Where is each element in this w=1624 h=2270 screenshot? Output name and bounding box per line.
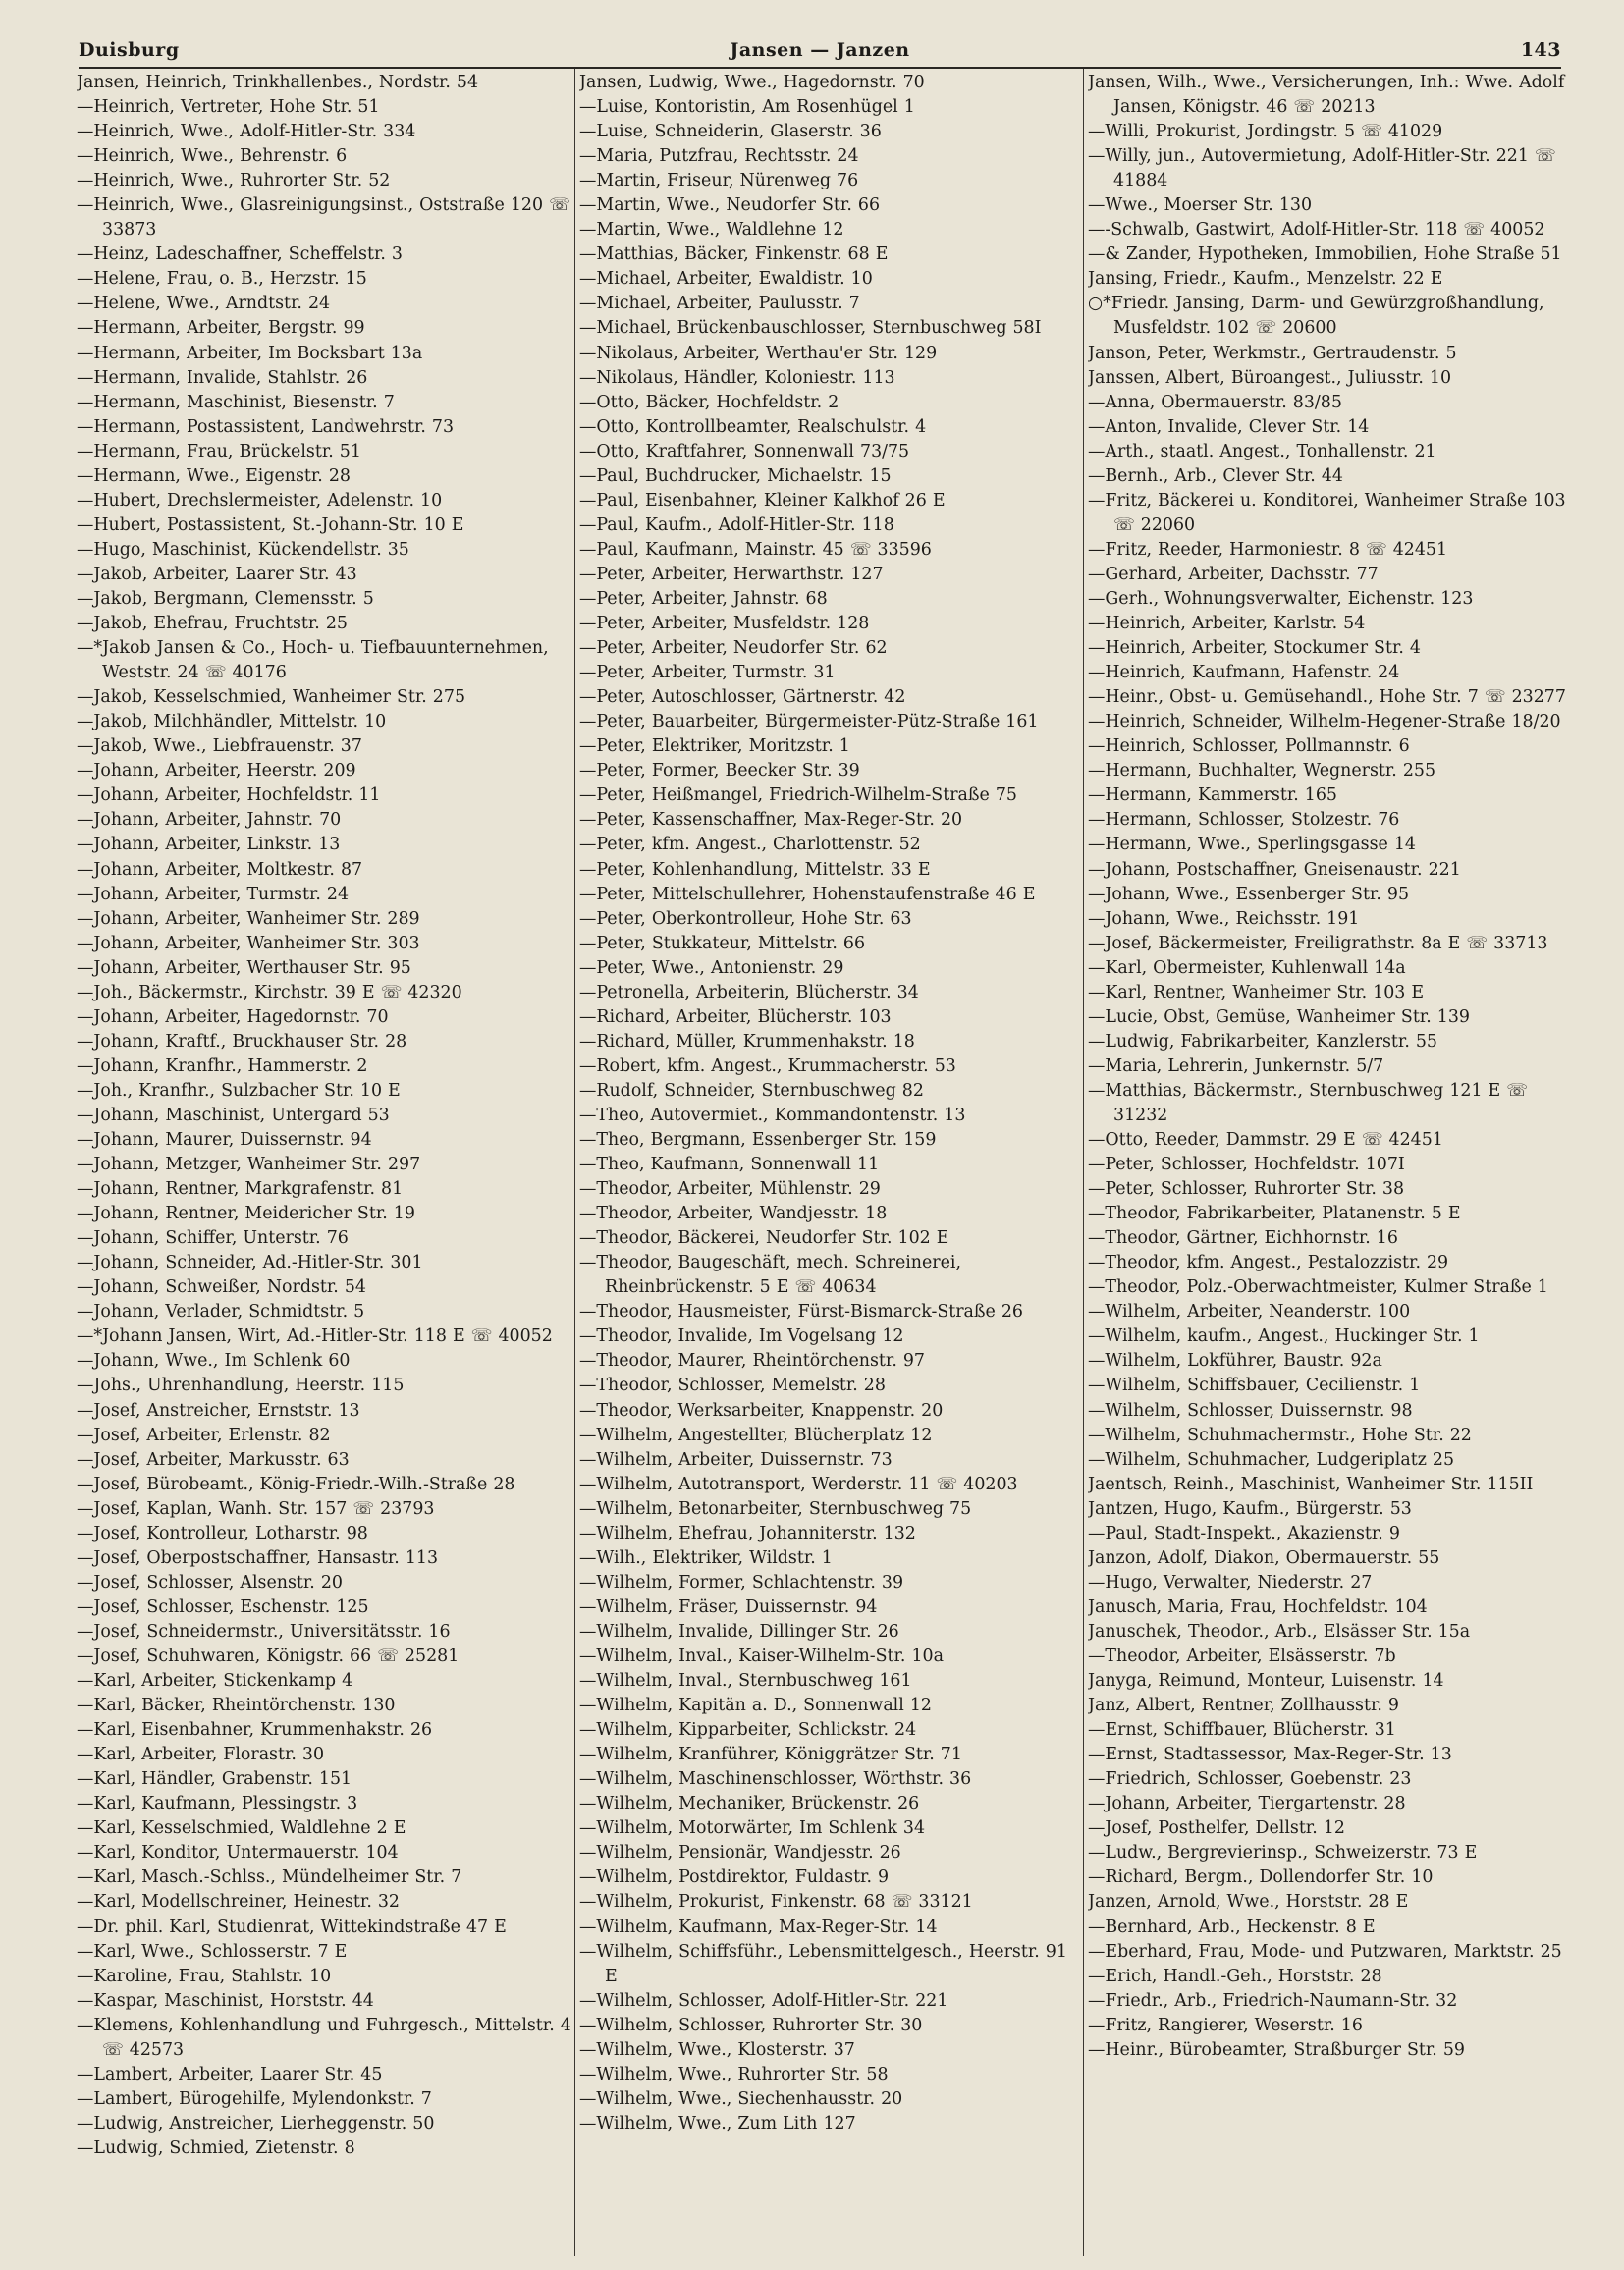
directory-entry: —Gerhard, Arbeiter, Dachsstr. 77	[1088, 564, 1379, 584]
directory-entry: Janson, Peter, Werkmstr., Gertraudenstr. 5	[1088, 343, 1457, 363]
directory-entry: —Heinrich, Schlosser, Pollmannstr. 6	[1088, 736, 1410, 757]
directory-entry: —Karl, Modellschreiner, Heinestr. 32	[77, 1892, 400, 1913]
directory-entry: —Jakob, Arbeiter, Laarer Str. 43	[77, 564, 357, 584]
directory-entry: —Peter, Arbeiter, Turmstr. 31	[579, 663, 836, 683]
directory-entry: —Wilhelm, Lokführer, Baustr. 92a	[1088, 1351, 1382, 1372]
directory-entry: —Paul, Kaufm., Adolf-Hitler-Str. 118	[579, 514, 894, 535]
directory-entry: Januschek, Theodor., Arb., Elsässer Str. 15a	[1088, 1621, 1471, 1642]
directory-entry: —Wilhelm, Kaufmann, Max-Reger-Str. 14	[579, 1917, 938, 1937]
directory-entry: —Peter, Arbeiter, Neudorfer Str. 62	[579, 638, 888, 659]
directory-entry: —Lucie, Obst, Gemüse, Wanheimer Str. 139	[1088, 1006, 1470, 1027]
directory-entry: —Hermann, Invalide, Stahlstr. 26	[77, 367, 368, 388]
directory-entry: —Theodor, Hausmeister, Fürst-Bismarck-Straße 26	[579, 1302, 1023, 1323]
directory-entry: —Hugo, Verwalter, Niederstr. 27	[1088, 1572, 1373, 1593]
directory-entry: —Josef, Schneidermstr., Universitätsstr. 16	[77, 1621, 451, 1642]
directory-entry: ○*Friedr. Jansing, Darm- und Gewürzgroßhandlung, Musfeldstr. 102 ☏ 20600	[1088, 294, 1544, 339]
directory-entry: —Otto, Kraftfahrer, Sonnenwall 73/75	[579, 441, 910, 461]
directory-entry: —Otto, Kontrollbeamter, Realschulstr. 4	[579, 416, 927, 437]
directory-entry: —Joh., Bäckermstr., Kirchstr. 39 E ☏ 42320	[77, 982, 462, 1002]
directory-entry: —Bernh., Arb., Clever Str. 44	[1088, 465, 1343, 486]
directory-entry: —Michael, Arbeiter, Paulusstr. 7	[579, 294, 860, 314]
directory-entry: —Johann, Arbeiter, Turmstr. 24	[77, 884, 350, 904]
directory-entry: —Wilhelm, Wwe., Zum Lith 127	[579, 2113, 856, 2134]
directory-entry: —Arth., staatl. Angest., Tonhallenstr. 21	[1088, 441, 1436, 461]
directory-entry: —Johann, Arbeiter, Hochfeldstr. 11	[77, 785, 381, 806]
directory-entry: —Rudolf, Schneider, Sternbuschweg 82	[579, 1080, 924, 1101]
directory-entry: —Hermann, Postassistent, Landwehrstr. 73	[77, 416, 455, 437]
directory-entry: —Heinrich, Wwe., Behrenstr. 6	[77, 146, 348, 167]
directory-entry: Jantzen, Hugo, Kaufm., Bürgerstr. 53	[1088, 1498, 1412, 1519]
directory-entry: —Theodor, kfm. Angest., Pestalozzistr. 29	[1088, 1253, 1449, 1273]
directory-entry: —Lambert, Arbeiter, Laarer Str. 45	[77, 2064, 383, 2084]
column-3	[1088, 71, 1581, 2255]
directory-entry: —Ernst, Stadtassessor, Max-Reger-Str. 13	[1088, 1745, 1452, 1765]
directory-entry: —Josef, Arbeiter, Erlenstr. 82	[77, 1425, 331, 1445]
directory-entry: —Hermann, Arbeiter, Bergstr. 99	[77, 318, 365, 339]
directory-entry: —Wilhelm, Schlosser, Ruhrorter Str. 30	[579, 2015, 923, 2035]
column-2	[579, 71, 1078, 2255]
directory-entry: —Theo, Autovermiet., Kommandontenstr. 13	[579, 1105, 966, 1125]
directory-entry: —Peter, Former, Beecker Str. 39	[579, 761, 860, 782]
directory-entry: —Johann, Arbeiter, Hagedornstr. 70	[77, 1006, 389, 1027]
directory-entry: —Heinr., Bürobeamter, Straßburger Str. 59	[1088, 2039, 1465, 2060]
directory-entry: —Peter, Oberkontrolleur, Hohe Str. 63	[579, 908, 912, 929]
directory-entry: Janssen, Albert, Büroangest., Juliusstr. 10	[1088, 367, 1452, 388]
directory-entry: —Johann, Arbeiter, Wanheimer Str. 303	[77, 933, 420, 953]
directory-entry: —Heinrich, Arbeiter, Karlstr. 54	[1088, 614, 1366, 634]
directory-entry: —Wilh., Elektriker, Wildstr. 1	[579, 1547, 833, 1568]
directory-entry: —Karl, Kesselschmied, Waldlehne 2 E	[77, 1818, 406, 1839]
directory-entry: —Johann, Kraftf., Bruckhauser Str. 28	[77, 1031, 407, 1052]
directory-entry: —Karl, Kaufmann, Plessingstr. 3	[77, 1794, 358, 1814]
directory-entry: —Heinrich, Kaufmann, Hafenstr. 24	[1088, 663, 1400, 683]
directory-entry: —Willi, Prokurist, Jordingstr. 5 ☏ 41029	[1088, 122, 1443, 142]
directory-entry: —Johann, Wwe., Essenberger Str. 95	[1088, 884, 1410, 904]
directory-entry: —Karl, Arbeiter, Florastr. 30	[77, 1745, 325, 1765]
directory-entry: —Wilhelm, Inval., Sternbuschweg 161	[579, 1671, 912, 1692]
directory-entry: —Paul, Stadt-Inspekt., Akazienstr. 9	[1088, 1523, 1400, 1543]
header-name-range: Jansen — Janzen	[730, 39, 910, 61]
directory-entry: —Karl, Wwe., Schlosserstr. 7 E	[77, 1941, 348, 1962]
directory-entry: —Karoline, Frau, Stahlstr. 10	[77, 1966, 332, 1986]
directory-entry: —Jakob, Milchhändler, Mittelstr. 10	[77, 712, 387, 732]
directory-entry: —Fritz, Bäckerei u. Konditorei, Wanheimer Straße 103 ☏ 22060	[1088, 490, 1566, 535]
directory-entry: —Theodor, Maurer, Rheintörchenstr. 97	[579, 1351, 926, 1372]
directory-entry: —Theodor, Fabrikarbeiter, Platanenstr. 5 E	[1088, 1204, 1461, 1224]
directory-entry: —Johann, Verlader, Schmidtstr. 5	[77, 1302, 365, 1323]
directory-entry: —Ludwig, Schmied, Zietenstr. 8	[77, 2137, 355, 2158]
directory-entry: —Ludwig, Anstreicher, Lierheggenstr. 50	[77, 2113, 435, 2134]
directory-entry: —Wilhelm, Motorwärter, Im Schlenk 34	[579, 1818, 926, 1839]
directory-entry: —Karl, Bäcker, Rheintörchenstr. 130	[77, 1696, 396, 1716]
directory-entry: —Richard, Arbeiter, Blücherstr. 103	[579, 1006, 892, 1027]
directory-entry: —Josef, Bäckermeister, Freiligrathstr. 8a E ☏ 33713	[1088, 933, 1548, 953]
directory-entry: —Friedrich, Schlosser, Goebenstr. 23	[1088, 1769, 1412, 1790]
directory-entry: —Wilhelm, Betonarbeiter, Sternbuschweg 75	[579, 1498, 972, 1519]
directory-entry: —Wilhelm, Mechaniker, Brückenstr. 26	[579, 1794, 920, 1814]
directory-entry: —Anna, Obermauerstr. 83/85	[1088, 392, 1342, 412]
directory-entry: —Gerh., Wohnungsverwalter, Eichenstr. 123	[1088, 588, 1474, 609]
directory-entry: —Wilhelm, Arbeiter, Duissernstr. 73	[579, 1449, 893, 1470]
directory-entry: —Peter, Autoschlosser, Gärtnerstr. 42	[579, 687, 906, 708]
header-city: Duisburg	[79, 39, 180, 61]
directory-entry: —Martin, Friseur, Nürenweg 76	[579, 171, 859, 191]
directory-entry: —Karl, Eisenbahner, Krummenhakstr. 26	[77, 1720, 433, 1741]
directory-entry: —Peter, Wwe., Antonienstr. 29	[579, 957, 844, 978]
directory-entry: —Joh., Kranfhr., Sulzbacher Str. 10 E	[77, 1080, 401, 1101]
directory-entry: —Jakob, Kesselschmied, Wanheimer Str. 275	[77, 687, 466, 708]
directory-entry: —Anton, Invalide, Clever Str. 14	[1088, 416, 1370, 437]
directory-entry: —Peter, Elektriker, Moritzstr. 1	[579, 736, 850, 757]
directory-entry: Janzon, Adolf, Diakon, Obermauerstr. 55	[1088, 1547, 1440, 1568]
directory-entry: —Wilhelm, Schiffsbauer, Cecilienstr. 1	[1088, 1376, 1421, 1396]
directory-entry: —Wilhelm, Schlosser, Duissernstr. 98	[1088, 1400, 1413, 1421]
directory-entry: —Wilhelm, Wwe., Siechenhausstr. 20	[579, 2088, 903, 2109]
directory-entry: —Theo, Kaufmann, Sonnenwall 11	[579, 1155, 880, 1175]
directory-entry: —Johs., Uhrenhandlung, Heerstr. 115	[77, 1376, 405, 1396]
directory-entry: —Theodor, Polz.-Oberwachtmeister, Kulmer Straße 1	[1088, 1277, 1548, 1298]
directory-entry: —Johann, Schweißer, Nordstr. 54	[77, 1277, 366, 1298]
directory-entry: —Petronella, Arbeiterin, Blücherstr. 34	[579, 982, 919, 1002]
directory-entry: —*Jakob Jansen & Co., Hoch- u. Tiefbauunternehmen, Weststr. 24 ☏ 40176	[77, 638, 549, 683]
directory-entry: —Richard, Bergm., Dollendorfer Str. 10	[1088, 1867, 1434, 1888]
column-1	[77, 71, 571, 2255]
directory-entry: —Peter, Arbeiter, Jahnstr. 68	[579, 588, 828, 609]
directory-entry: —Ernst, Schiffbauer, Blücherstr. 31	[1088, 1720, 1396, 1741]
directory-entry: —Theodor, Arbeiter, Mühlenstr. 29	[579, 1179, 881, 1200]
directory-entry: —Peter, Schlosser, Hochfeldstr. 107I	[1088, 1155, 1405, 1175]
directory-entry: —Josef, Kontrolleur, Lotharstr. 98	[77, 1523, 368, 1543]
directory-entry: —Karl, Masch.-Schlss., Mündelheimer Str. 7	[77, 1867, 462, 1888]
directory-entry: —Martin, Wwe., Neudorfer Str. 66	[579, 195, 881, 216]
directory-entry: —Josef, Schlosser, Alsenstr. 20	[77, 1572, 343, 1593]
directory-entry: —Bernhard, Arb., Heckenstr. 8 E	[1088, 1917, 1376, 1937]
directory-entry: —Johann, Maschinist, Untergard 53	[77, 1105, 390, 1125]
directory-entry: Jansen, Ludwig, Wwe., Hagedornstr. 70	[579, 73, 925, 92]
directory-entry: —Heinrich, Schneider, Wilhelm-Hegener-Straße 18/20	[1088, 712, 1561, 732]
directory-entry: Jansen, Heinrich, Trinkhallenbes., Nordstr. 54	[77, 73, 479, 92]
entry-list	[1088, 71, 1581, 2063]
directory-entry: —Johann, Schiffer, Unterstr. 76	[77, 1228, 349, 1249]
directory-entry: —-Schwalb, Gastwirt, Adolf-Hitler-Str. 118 ☏ 40052	[1088, 220, 1545, 241]
directory-entry: —Wilhelm, Postdirektor, Fuldastr. 9	[579, 1867, 890, 1888]
directory-entry: —Hugo, Maschinist, Kückendellstr. 35	[77, 539, 409, 560]
directory-entry: —Peter, Stukkateur, Mittelstr. 66	[579, 933, 866, 953]
directory-entry: —Heinrich, Wwe., Adolf-Hitler-Str. 334	[77, 122, 416, 142]
directory-entry: —Michael, Arbeiter, Ewaldistr. 10	[579, 269, 873, 290]
directory-entry: —Hermann, Frau, Brückelstr. 51	[77, 441, 361, 461]
directory-entry: —Johann, Rentner, Markgrafenstr. 81	[77, 1179, 404, 1200]
directory-entry: —Paul, Buchdrucker, Michaelstr. 15	[579, 465, 892, 486]
directory-entry: —Theodor, Gärtner, Eichhornstr. 16	[1088, 1228, 1398, 1249]
directory-entry: —Wilhelm, Arbeiter, Neanderstr. 100	[1088, 1302, 1411, 1323]
directory-entry: —Peter, Arbeiter, Herwarthstr. 127	[579, 564, 884, 584]
directory-entry: —Johann, Arbeiter, Jahnstr. 70	[77, 810, 342, 831]
directory-entry: —Johann, Wwe., Im Schlenk 60	[77, 1351, 351, 1372]
directory-entry: —Wilhelm, Autotransport, Werderstr. 11 ☏ 40203	[579, 1474, 1018, 1494]
directory-entry: —Wilhelm, Schlosser, Adolf-Hitler-Str. 221	[579, 1990, 948, 2011]
directory-entry: —Helene, Wwe., Arndtstr. 24	[77, 294, 331, 314]
directory-entry: —Fritz, Rangierer, Weserstr. 16	[1088, 2015, 1363, 2035]
directory-entry: Janusch, Maria, Frau, Hochfeldstr. 104	[1088, 1596, 1428, 1617]
directory-entry: —Wilhelm, Schiffsführ., Lebensmittelgesch., Heerstr. 91 E	[579, 1941, 1067, 1986]
directory-entry: —Wilhelm, Wwe., Klosterstr. 37	[579, 2039, 855, 2060]
directory-entry: —Luise, Schneiderin, Glaserstr. 36	[579, 122, 882, 142]
directory-entry: —Peter, kfm. Angest., Charlottenstr. 52	[579, 835, 921, 855]
directory-entry: Janyga, Reimund, Monteur, Luisenstr. 14	[1088, 1671, 1444, 1692]
directory-entry: —Theodor, Baugeschäft, mech. Schreinerei, Rheinbrückenstr. 5 E ☏ 40634	[579, 1253, 961, 1298]
directory-entry: —Wilhelm, Ehefrau, Johanniterstr. 132	[579, 1523, 916, 1543]
directory-entry: —Paul, Kaufmann, Mainstr. 45 ☏ 33596	[579, 539, 932, 560]
directory-entry: —Johann, Rentner, Meidericher Str. 19	[77, 1204, 415, 1224]
directory-entry: —Dr. phil. Karl, Studienrat, Wittekindstraße 47 E	[77, 1917, 507, 1937]
directory-entry: —Kaspar, Maschinist, Horststr. 44	[77, 1990, 374, 2011]
directory-entry: Jansen, Wilh., Wwe., Versicherungen, Inh.: Wwe. Adolf Jansen, Königstr. 46 ☏ 20213	[1088, 73, 1565, 118]
directory-entry: —Hermann, Wwe., Sperlingsgasse 14	[1088, 835, 1416, 855]
directory-entry: —& Zander, Hypotheken, Immobilien, Hohe Straße 51	[1088, 244, 1562, 265]
directory-entry: —Wilhelm, Schuhmachermstr., Hohe Str. 22	[1088, 1425, 1472, 1445]
directory-entry: —Wilhelm, Maschinenschlosser, Wörthstr. 36	[579, 1769, 972, 1790]
page-header	[79, 37, 1561, 69]
directory-entry: —Wilhelm, Wwe., Ruhrorter Str. 58	[579, 2064, 889, 2084]
directory-entry: —Hermann, Schlosser, Stolzestr. 76	[1088, 810, 1400, 831]
directory-entry: —Johann, Wwe., Reichsstr. 191	[1088, 908, 1360, 929]
directory-entry: —Johann, Arbeiter, Werthauser Str. 95	[77, 957, 411, 978]
directory-entry: —Helene, Frau, o. B., Herzstr. 15	[77, 269, 367, 290]
directory-entry: —Matthias, Bäcker, Finkenstr. 68 E	[579, 244, 889, 265]
directory-entry: —Nikolaus, Arbeiter, Werthau'er Str. 129	[579, 343, 938, 363]
directory-entry: —Peter, Heißmangel, Friedrich-Wilhelm-Straße 75	[579, 785, 1017, 806]
directory-entry: —Richard, Müller, Krummenhakstr. 18	[579, 1031, 915, 1052]
column-divider	[574, 69, 575, 2256]
directory-entry: —Hubert, Drechslermeister, Adelenstr. 10	[77, 490, 443, 511]
directory-entry: Jaentsch, Reinh., Maschinist, Wanheimer Str. 115II	[1088, 1474, 1534, 1494]
directory-entry: —Josef, Schlosser, Eschenstr. 125	[77, 1596, 369, 1617]
directory-entry: —Wilhelm, Fräser, Duissernstr. 94	[579, 1596, 878, 1617]
directory-entry: —Theodor, Schlosser, Memelstr. 28	[579, 1376, 886, 1396]
directory-entry: —*Johann Jansen, Wirt, Ad.-Hitler-Str. 118 E ☏ 40052	[77, 1326, 553, 1347]
directory-entry: —Martin, Wwe., Waldlehne 12	[579, 220, 844, 241]
directory-entry: —Peter, Bauarbeiter, Bürgermeister-Pütz-Straße 161	[579, 712, 1039, 732]
directory-entry: —Luise, Kontoristin, Am Rosenhügel 1	[579, 97, 915, 118]
directory-entry: —Wilhelm, Former, Schlachtenstr. 39	[579, 1572, 904, 1593]
directory-entry: —Fritz, Reeder, Harmoniestr. 8 ☏ 42451	[1088, 539, 1448, 560]
directory-entry: —Johann, Postschaffner, Gneisenaustr. 221	[1088, 859, 1461, 880]
directory-entry: —Ludwig, Fabrikarbeiter, Kanzlerstr. 55	[1088, 1031, 1438, 1052]
directory-entry: —Peter, Arbeiter, Musfeldstr. 128	[579, 614, 870, 634]
directory-entry: —Robert, kfm. Angest., Krummacherstr. 53	[579, 1055, 956, 1076]
directory-entry: —Theodor, Arbeiter, Wandjesstr. 18	[579, 1204, 888, 1224]
directory-entry: —Theo, Bergmann, Essenberger Str. 159	[579, 1130, 937, 1151]
directory-entry: —Theodor, Bäckerei, Neudorfer Str. 102 E	[579, 1228, 949, 1249]
directory-entry: —Hubert, Postassistent, St.-Johann-Str. 10 E	[77, 514, 464, 535]
directory-entry: —Nikolaus, Händler, Koloniestr. 113	[579, 367, 895, 388]
directory-entry: —Jakob, Bergmann, Clemensstr. 5	[77, 588, 374, 609]
directory-entry: —Hermann, Arbeiter, Im Bocksbart 13a	[77, 343, 423, 363]
directory-entry: —Peter, Kassenschaffner, Max-Reger-Str. 20	[579, 810, 963, 831]
directory-entry: —Otto, Bäcker, Hochfeldstr. 2	[579, 392, 839, 412]
directory-entry: —Wilhelm, Inval., Kaiser-Wilhelm-Str. 10a	[579, 1647, 944, 1666]
directory-entry: —Willy, jun., Autovermietung, Adolf-Hitler-Str. 221 ☏ 41884	[1088, 146, 1556, 191]
directory-entry: —Josef, Posthelfer, Dellstr. 12	[1088, 1818, 1345, 1839]
directory-entry: —Maria, Lehrerin, Junkernstr. 5/7	[1088, 1055, 1384, 1076]
directory-entry: —Wilhelm, Kapitän a. D., Sonnenwall 12	[579, 1696, 932, 1716]
directory-entry: —Karl, Rentner, Wanheimer Str. 103 E	[1088, 982, 1425, 1002]
directory-entry: —Hermann, Kammerstr. 165	[1088, 785, 1337, 806]
directory-entry: —Friedr., Arb., Friedrich-Naumann-Str. 32	[1088, 1990, 1458, 2011]
directory-entry: —Johann, Schneider, Ad.-Hitler-Str. 301	[77, 1253, 423, 1273]
directory-entry: —Wilhelm, Schuhmacher, Ludgeriplatz 25	[1088, 1449, 1455, 1470]
directory-entry: —Maria, Putzfrau, Rechtsstr. 24	[579, 146, 859, 167]
directory-entry: —Heinr., Obst- u. Gemüsehandl., Hohe Str. 7 ☏ 23277	[1088, 687, 1566, 708]
directory-entry: —Johann, Arbeiter, Linkstr. 13	[77, 835, 341, 855]
directory-entry: —Michael, Brückenbauschlosser, Sternbuschweg 58I	[579, 318, 1042, 339]
directory-entry: —Eberhard, Frau, Mode- und Putzwaren, Marktstr. 25	[1088, 1941, 1562, 1962]
directory-entry: —Josef, Oberpostschaffner, Hansastr. 113	[77, 1547, 439, 1568]
directory-entry: —Heinz, Ladeschaffner, Scheffelstr. 3	[77, 244, 403, 265]
directory-entry: —Josef, Schuhwaren, Königstr. 66 ☏ 25281	[77, 1647, 460, 1666]
directory-entry: —Theodor, Arbeiter, Elsässerstr. 7b	[1088, 1647, 1396, 1666]
directory-entry: —Johann, Metzger, Wanheimer Str. 297	[77, 1155, 421, 1175]
directory-entry: —Peter, Kohlenhandlung, Mittelstr. 33 E	[579, 859, 931, 880]
directory-entry: —Klemens, Kohlenhandlung und Fuhrgesch., Mittelstr. 4 ☏ 42573	[77, 2015, 571, 2060]
directory-entry: Janz, Albert, Rentner, Zollhausstr. 9	[1088, 1696, 1399, 1716]
directory-entry: —Johann, Arbeiter, Moltkestr. 87	[77, 859, 363, 880]
directory-entry: —Josef, Arbeiter, Markusstr. 63	[77, 1449, 350, 1470]
directory-entry: —Theodor, Invalide, Im Vogelsang 12	[579, 1326, 904, 1347]
directory-entry: —Karl, Obermeister, Kuhlenwall 14a	[1088, 957, 1406, 978]
directory-entry: —Karl, Konditor, Untermauerstr. 104	[77, 1843, 399, 1864]
directory-entry: —Ludw., Bergrevierinsp., Schweizerstr. 73 E	[1088, 1843, 1478, 1864]
directory-entry: —Peter, Schlosser, Ruhrorter Str. 38	[1088, 1179, 1405, 1200]
directory-entry: —Johann, Maurer, Duissernstr. 94	[77, 1130, 372, 1151]
directory-entry: —Wwe., Moerser Str. 130	[1088, 195, 1313, 216]
directory-entry: —Erich, Handl.-Geh., Horststr. 28	[1088, 1966, 1382, 1986]
directory-entry: —Karl, Arbeiter, Stickenkamp 4	[77, 1671, 353, 1692]
directory-entry: —Heinrich, Arbeiter, Stockumer Str. 4	[1088, 638, 1421, 659]
directory-entry: —Wilhelm, Pensionär, Wandjesstr. 26	[579, 1843, 901, 1864]
directory-entry: —Paul, Eisenbahner, Kleiner Kalkhof 26 E	[579, 490, 946, 511]
directory-entry: —Jakob, Ehefrau, Fruchtstr. 25	[77, 614, 348, 634]
directory-entry: —Josef, Kaplan, Wanh. Str. 157 ☏ 23793	[77, 1498, 435, 1519]
entry-list	[579, 71, 1078, 2136]
directory-entry: —Johann, Arbeiter, Tiergartenstr. 28	[1088, 1794, 1406, 1814]
directory-entry: —Peter, Mittelschullehrer, Hohenstaufenstraße 46 E	[579, 884, 1036, 904]
directory-entry: —Hermann, Buchhalter, Wegnerstr. 255	[1088, 761, 1436, 782]
directory-entry: —Otto, Reeder, Dammstr. 29 E ☏ 42451	[1088, 1130, 1443, 1151]
directory-entry: —Johann, Arbeiter, Heerstr. 209	[77, 761, 356, 782]
entry-list	[77, 71, 571, 2161]
directory-entry: —Hermann, Wwe., Eigenstr. 28	[77, 465, 351, 486]
directory-entry: —Josef, Bürobeamt., König-Friedr.-Wilh.-Straße 28	[77, 1474, 515, 1494]
directory-entry: —Heinrich, Wwe., Glasreinigungsinst., Oststraße 120 ☏ 33873	[77, 195, 570, 241]
directory-entry: —Jakob, Wwe., Liebfrauenstr. 37	[77, 736, 362, 757]
directory-entry: —Wilhelm, Kipparbeiter, Schlickstr. 24	[579, 1720, 917, 1741]
directory-entry: —Heinrich, Vertreter, Hohe Str. 51	[77, 97, 380, 118]
directory-entry: —Johann, Arbeiter, Wanheimer Str. 289	[77, 908, 420, 929]
directory-entry: —Johann, Kranfhr., Hammerstr. 2	[77, 1055, 368, 1076]
directory-entry: Jansing, Friedr., Kaufm., Menzelstr. 22 E	[1088, 269, 1443, 290]
directory-entry: —Karl, Händler, Grabenstr. 151	[77, 1769, 352, 1790]
directory-entry: —Josef, Anstreicher, Ernststr. 13	[77, 1400, 360, 1421]
directory-entry: —Lambert, Bürogehilfe, Mylendonkstr. 7	[77, 2088, 432, 2109]
directory-entry: —Wilhelm, Invalide, Dillinger Str. 26	[579, 1621, 899, 1642]
header-page-number: 143	[1520, 39, 1561, 61]
directory-entry: —Wilhelm, Kranführer, Königgrätzer Str. 71	[579, 1745, 962, 1765]
directory-entry: Janzen, Arnold, Wwe., Horststr. 28 E	[1088, 1892, 1409, 1913]
directory-entry: —Wilhelm, kaufm., Angest., Huckinger Str. 1	[1088, 1326, 1480, 1347]
directory-entry: —Hermann, Maschinist, Biesenstr. 7	[77, 392, 395, 412]
directory-entry: —Wilhelm, Prokurist, Finkenstr. 68 ☏ 33121	[579, 1892, 973, 1913]
directory-entry: —Matthias, Bäckermstr., Sternbuschweg 121 E ☏ 31232	[1088, 1080, 1529, 1125]
directory-entry: —Wilhelm, Angestellter, Blücherplatz 12	[579, 1425, 933, 1445]
directory-entry: —Heinrich, Wwe., Ruhrorter Str. 52	[77, 171, 391, 191]
directory-entry: —Theodor, Werksarbeiter, Knappenstr. 20	[579, 1400, 944, 1421]
column-divider	[1083, 69, 1084, 2256]
